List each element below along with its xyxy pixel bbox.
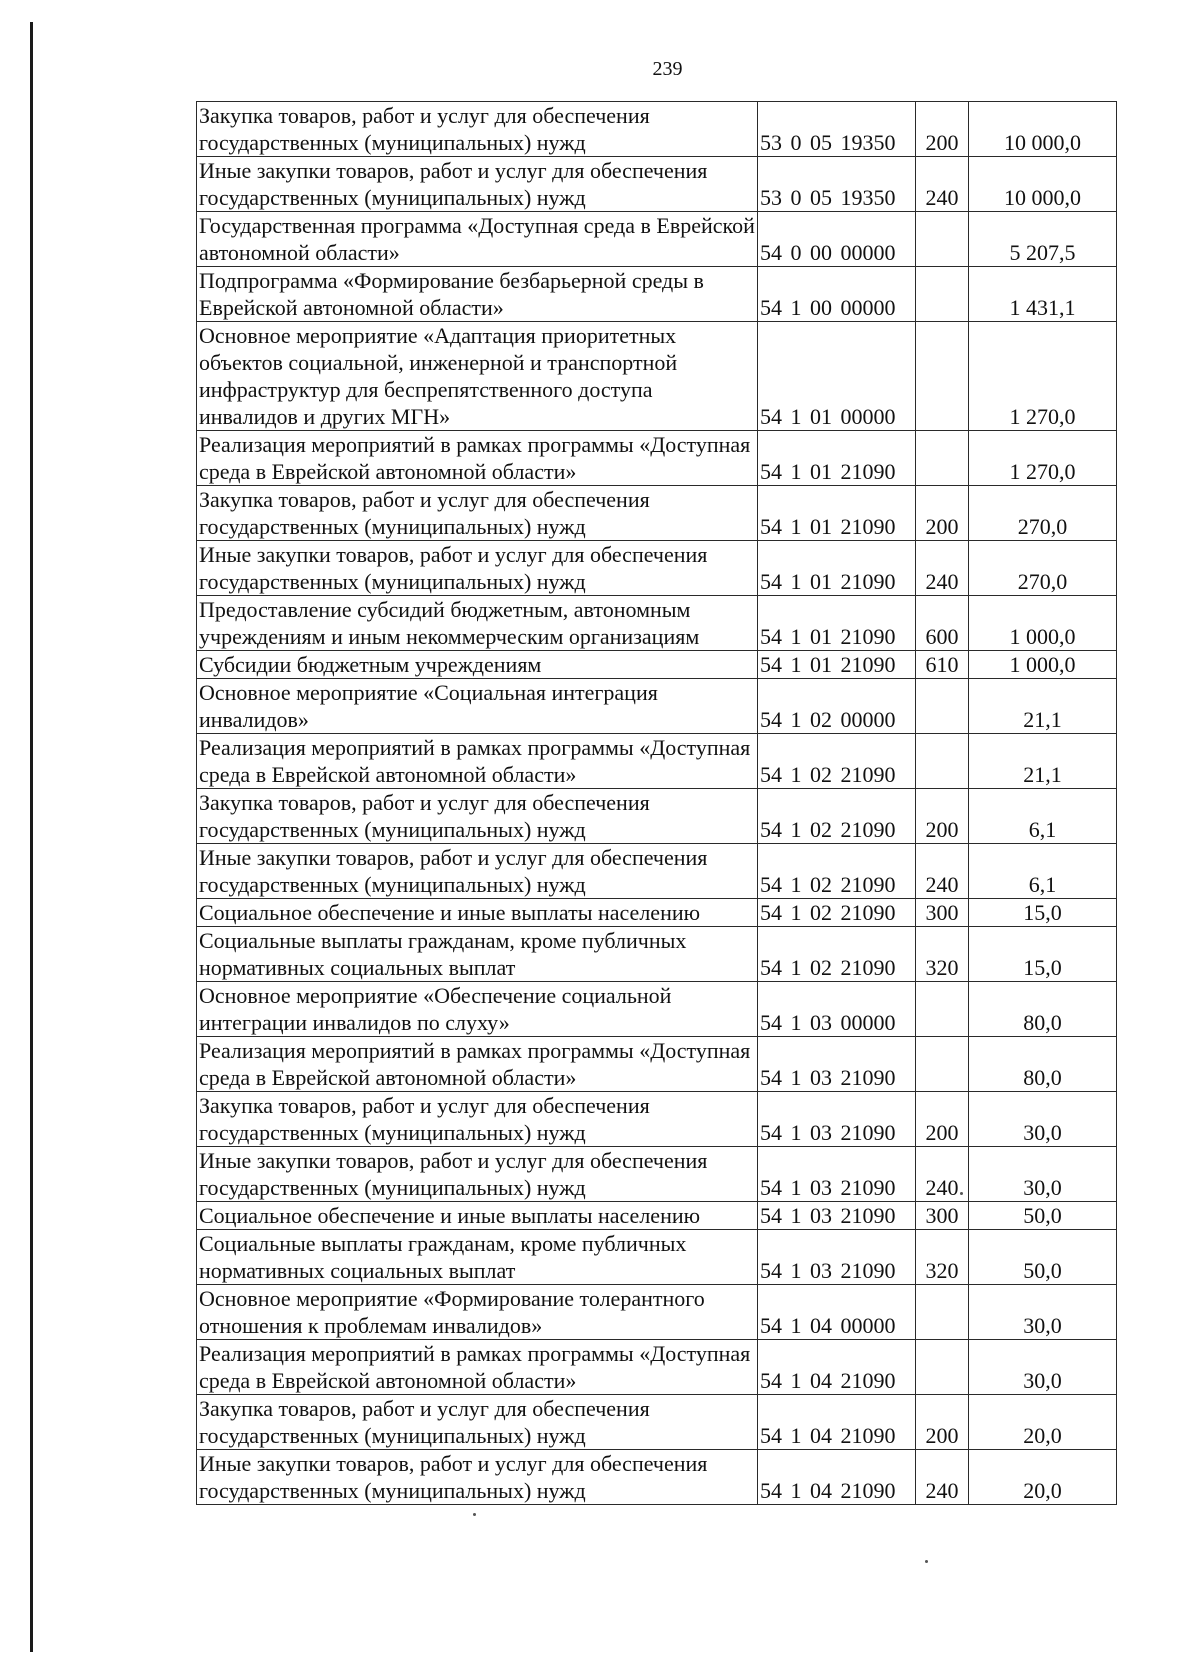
row-name-cell: Подпрограмма «Формирование безбарьерной среды в Еврейской автономной области» (197, 267, 758, 322)
row-code-cell: 54 1 04 21090 (758, 1340, 916, 1395)
row-type-cell (916, 1037, 969, 1092)
row-name-cell: Основное мероприятие «Адаптация приоритетных объектов социальной, инженерной и транспортной инфраструктур для беспрепятственного доступа инвалидов и других МГН» (197, 322, 758, 431)
row-sum-cell: 270,0 (969, 486, 1117, 541)
row-type-cell: 200 (916, 486, 969, 541)
row-code-cell: 54 1 01 21090 (758, 431, 916, 486)
row-code-cell: 54 1 02 21090 (758, 789, 916, 844)
row-type-cell: 300 (916, 1202, 969, 1230)
row-name-cell: Иные закупки товаров, работ и услуг для обеспечения государственных (муниципальных) нужд (197, 157, 758, 212)
row-name-cell: Социальные выплаты гражданам, кроме публичных нормативных социальных выплат (197, 927, 758, 982)
table-row (197, 267, 1117, 322)
row-code-cell: 54 1 01 21090 (758, 541, 916, 596)
table-row (197, 927, 1117, 982)
row-name-cell: Субсидии бюджетным учреждениям (197, 651, 758, 679)
row-code-cell: 53 0 05 19350 (758, 102, 916, 157)
row-type-cell: 240 (916, 1147, 969, 1202)
row-code-cell: 54 1 03 21090 (758, 1037, 916, 1092)
row-sum-cell: 20,0 (969, 1450, 1117, 1505)
row-code-cell: 54 1 00 00000 (758, 267, 916, 322)
table-row (197, 1147, 1117, 1202)
table-row (197, 734, 1117, 789)
row-type-cell: 610 (916, 651, 969, 679)
row-sum-cell: 21,1 (969, 679, 1117, 734)
row-code-cell: 54 1 01 21090 (758, 486, 916, 541)
row-sum-cell: 1 431,1 (969, 267, 1117, 322)
row-type-cell: 200 (916, 102, 969, 157)
binding-edge-line (30, 22, 33, 1652)
row-name-cell: Реализация мероприятий в рамках программы «Доступная среда в Еврейской автономной области» (197, 734, 758, 789)
row-type-cell: 200 (916, 1092, 969, 1147)
table-row (197, 789, 1117, 844)
table-row (197, 541, 1117, 596)
table-row (197, 1450, 1117, 1505)
row-sum-cell: 20,0 (969, 1395, 1117, 1450)
row-code-cell: 54 1 02 21090 (758, 734, 916, 789)
row-code-cell: 54 1 04 21090 (758, 1395, 916, 1450)
row-type-cell (916, 982, 969, 1037)
row-name-cell: Предоставление субсидий бюджетным, автономным учреждениям и иным некоммерческим организациям (197, 596, 758, 651)
table-row (197, 899, 1117, 927)
table-row (197, 982, 1117, 1037)
row-code-cell: 54 1 03 21090 (758, 1092, 916, 1147)
row-type-cell: 200 (916, 1395, 969, 1450)
table-row (197, 651, 1117, 679)
scan-speck (960, 1192, 963, 1195)
table-row (197, 1037, 1117, 1092)
row-code-cell: 54 1 02 21090 (758, 927, 916, 982)
row-sum-cell: 1 270,0 (969, 322, 1117, 431)
row-name-cell: Закупка товаров, работ и услуг для обеспечения государственных (муниципальных) нужд (197, 1395, 758, 1450)
row-name-cell: Закупка товаров, работ и услуг для обеспечения государственных (муниципальных) нужд (197, 1092, 758, 1147)
row-name-cell: Государственная программа «Доступная среда в Еврейской автономной области» (197, 212, 758, 267)
row-type-cell (916, 267, 969, 322)
table-row (197, 1202, 1117, 1230)
row-name-cell: Основное мероприятие «Формирование толерантного отношения к проблемам инвалидов» (197, 1285, 758, 1340)
table-row (197, 1285, 1117, 1340)
row-type-cell (916, 1340, 969, 1395)
row-code-cell: 54 0 00 00000 (758, 212, 916, 267)
row-name-cell: Реализация мероприятий в рамках программы «Доступная среда в Еврейской автономной области» (197, 431, 758, 486)
row-type-cell: 240 (916, 1450, 969, 1505)
scan-speck (473, 1513, 476, 1516)
row-sum-cell: 270,0 (969, 541, 1117, 596)
row-type-cell (916, 212, 969, 267)
row-type-cell (916, 431, 969, 486)
scan-speck (925, 1560, 928, 1563)
row-sum-cell: 10 000,0 (969, 157, 1117, 212)
row-sum-cell: 50,0 (969, 1230, 1117, 1285)
row-name-cell: Иные закупки товаров, работ и услуг для обеспечения государственных (муниципальных) нужд (197, 1450, 758, 1505)
row-type-cell: 240 (916, 541, 969, 596)
row-name-cell: Социальные выплаты гражданам, кроме публичных нормативных социальных выплат (197, 1230, 758, 1285)
row-code-cell: 54 1 02 21090 (758, 844, 916, 899)
row-sum-cell: 15,0 (969, 927, 1117, 982)
row-sum-cell: 6,1 (969, 844, 1117, 899)
row-type-cell: 240 (916, 157, 969, 212)
row-sum-cell: 5 207,5 (969, 212, 1117, 267)
row-sum-cell: 1 000,0 (969, 596, 1117, 651)
table-row (197, 212, 1117, 267)
row-name-cell: Иные закупки товаров, работ и услуг для обеспечения государственных (муниципальных) нужд (197, 1147, 758, 1202)
page-number: 239 (652, 58, 683, 80)
row-type-cell (916, 1285, 969, 1340)
row-code-cell: 54 1 01 21090 (758, 651, 916, 679)
row-sum-cell: 30,0 (969, 1340, 1117, 1395)
budget-table (196, 101, 1117, 1505)
row-code-cell: 53 0 05 19350 (758, 157, 916, 212)
row-type-cell: 240 (916, 844, 969, 899)
row-code-cell: 54 1 03 21090 (758, 1230, 916, 1285)
row-name-cell: Социальное обеспечение и иные выплаты населению (197, 899, 758, 927)
row-sum-cell: 30,0 (969, 1147, 1117, 1202)
row-sum-cell: 80,0 (969, 1037, 1117, 1092)
row-code-cell: 54 1 04 00000 (758, 1285, 916, 1340)
row-sum-cell: 1 000,0 (969, 651, 1117, 679)
row-type-cell (916, 734, 969, 789)
row-name-cell: Основное мероприятие «Обеспечение социальной интеграции инвалидов по слуху» (197, 982, 758, 1037)
table-row (197, 431, 1117, 486)
table-row (197, 486, 1117, 541)
row-name-cell: Иные закупки товаров, работ и услуг для обеспечения государственных (муниципальных) нужд (197, 541, 758, 596)
row-name-cell: Реализация мероприятий в рамках программы «Доступная среда в Еврейской автономной области» (197, 1037, 758, 1092)
row-name-cell: Социальное обеспечение и иные выплаты населению (197, 1202, 758, 1230)
table-row (197, 322, 1117, 431)
row-name-cell: Закупка товаров, работ и услуг для обеспечения государственных (муниципальных) нужд (197, 789, 758, 844)
table-row (197, 844, 1117, 899)
row-code-cell: 54 1 03 00000 (758, 982, 916, 1037)
row-name-cell: Иные закупки товаров, работ и услуг для обеспечения государственных (муниципальных) нужд (197, 844, 758, 899)
row-sum-cell: 21,1 (969, 734, 1117, 789)
table-row (197, 1340, 1117, 1395)
table-row (197, 679, 1117, 734)
row-sum-cell: 50,0 (969, 1202, 1117, 1230)
table-row (197, 102, 1117, 157)
row-code-cell: 54 1 01 21090 (758, 596, 916, 651)
row-type-cell: 200 (916, 789, 969, 844)
row-type-cell: 300 (916, 899, 969, 927)
row-name-cell: Реализация мероприятий в рамках программы «Доступная среда в Еврейской автономной области» (197, 1340, 758, 1395)
table-row (197, 1395, 1117, 1450)
budget-table-container (196, 101, 1116, 1505)
row-sum-cell: 1 270,0 (969, 431, 1117, 486)
row-code-cell: 54 1 04 21090 (758, 1450, 916, 1505)
row-sum-cell: 80,0 (969, 982, 1117, 1037)
table-row (197, 157, 1117, 212)
row-code-cell: 54 1 01 00000 (758, 322, 916, 431)
row-type-cell: 320 (916, 927, 969, 982)
table-row (197, 1092, 1117, 1147)
row-type-cell (916, 679, 969, 734)
row-type-cell (916, 322, 969, 431)
row-code-cell: 54 1 03 21090 (758, 1147, 916, 1202)
row-type-cell: 320 (916, 1230, 969, 1285)
row-name-cell: Закупка товаров, работ и услуг для обеспечения государственных (муниципальных) нужд (197, 486, 758, 541)
row-code-cell: 54 1 03 21090 (758, 1202, 916, 1230)
row-sum-cell: 15,0 (969, 899, 1117, 927)
row-type-cell: 600 (916, 596, 969, 651)
table-row (197, 1230, 1117, 1285)
row-sum-cell: 6,1 (969, 789, 1117, 844)
row-name-cell: Закупка товаров, работ и услуг для обеспечения государственных (муниципальных) нужд (197, 102, 758, 157)
budget-table-body (197, 102, 1117, 1505)
row-sum-cell: 10 000,0 (969, 102, 1117, 157)
row-code-cell: 54 1 02 21090 (758, 899, 916, 927)
row-name-cell: Основное мероприятие «Социальная интеграция инвалидов» (197, 679, 758, 734)
row-code-cell: 54 1 02 00000 (758, 679, 916, 734)
row-sum-cell: 30,0 (969, 1092, 1117, 1147)
table-row (197, 596, 1117, 651)
row-sum-cell: 30,0 (969, 1285, 1117, 1340)
